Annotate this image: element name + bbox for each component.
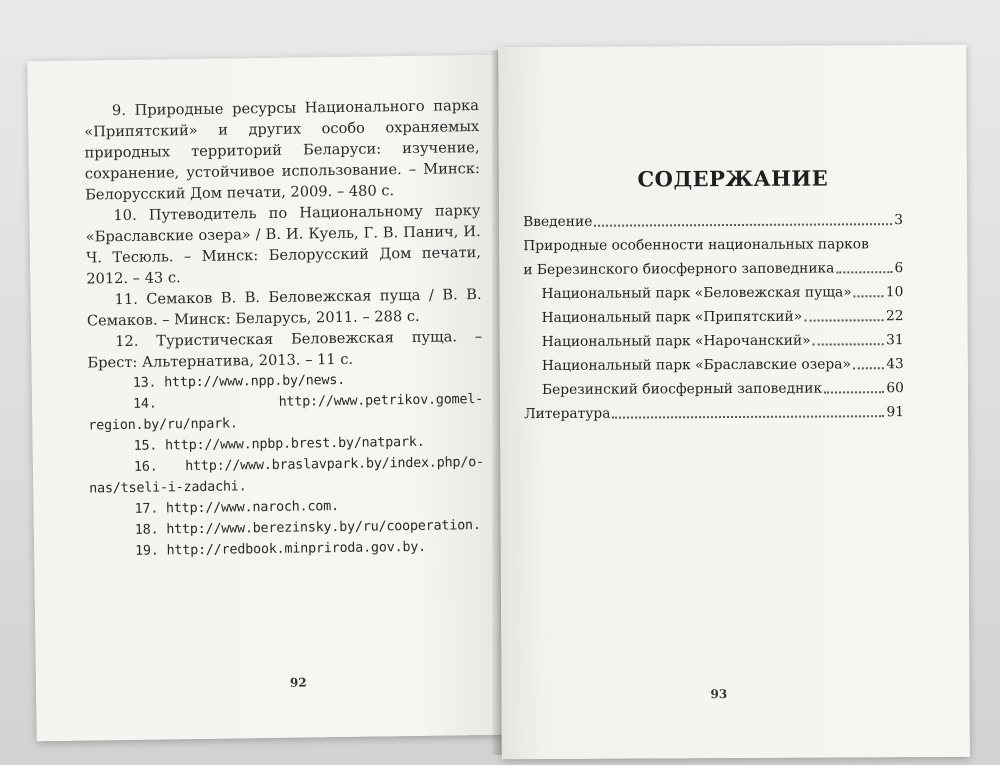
page-number-right: 93 bbox=[710, 687, 728, 702]
toc-page: 91 bbox=[886, 404, 905, 421]
bibliography-entry: 12. Туристическая Беловежская пуща. – Брест: Альтернатива, 2013. – 11 с. bbox=[87, 327, 483, 372]
toc-leader bbox=[804, 319, 884, 321]
bibliography-entry: 10. Путеводитель по Национальному парку «Браславские озера» / В. И. Куель, Г. В. Панич, И. Ч. Тесюль. – Минск: Белорусский Дом печати, 2012. – 43 с. bbox=[85, 202, 482, 288]
toc-leader bbox=[813, 343, 885, 345]
left-page bbox=[27, 55, 506, 741]
toc-label: Введение bbox=[523, 213, 593, 231]
bibliography-list bbox=[84, 95, 485, 562]
toc-row bbox=[523, 232, 903, 258]
toc-leader bbox=[612, 415, 884, 418]
toc-row bbox=[524, 328, 904, 354]
page-number-left: 92 bbox=[289, 675, 307, 690]
toc-leader bbox=[594, 223, 892, 227]
bibliography-url-entry: 15. http://www.npbp.brest.by/natpark. bbox=[133, 434, 425, 454]
toc-row bbox=[523, 280, 903, 306]
toc-label: Литература bbox=[524, 405, 611, 423]
toc-label: Национальный парк «Браславские озера» bbox=[541, 356, 851, 375]
bibliography-url-entry: 13. http://www.npp.by/news. bbox=[132, 372, 346, 391]
toc-label: Национальный парк «Нарочанский» bbox=[541, 332, 811, 351]
bibliography-entry: 9. Природные ресурсы Национального парка «Припятский» и других особо охраняемых природных территорий Беларуси: изучение, сохранение, устойчивое использование. – Минск: Белорусский Дом печати, 2009. – 480 с. bbox=[84, 97, 480, 204]
right-page bbox=[498, 45, 970, 759]
toc-row bbox=[524, 376, 904, 402]
toc-page: 31 bbox=[886, 332, 904, 349]
toc-page: 3 bbox=[894, 212, 904, 229]
toc-leader bbox=[836, 271, 892, 273]
toc-page: 60 bbox=[886, 380, 904, 397]
toc-leader bbox=[854, 295, 884, 297]
toc-page: 6 bbox=[894, 260, 904, 277]
toc-leader bbox=[824, 391, 884, 393]
toc-title: СОДЕРЖАНИЕ bbox=[637, 165, 829, 192]
toc-leader bbox=[853, 367, 884, 369]
toc-row bbox=[524, 352, 904, 378]
toc-row bbox=[523, 256, 903, 282]
toc-row bbox=[524, 400, 904, 426]
bibliography-url-entry: 19. http://redbook.minpriroda.gov.by. bbox=[135, 539, 427, 559]
toc-label: Национальный парк «Припятский» bbox=[541, 308, 803, 327]
bibliography-url-entry: 18. http://www.berezinsky.by/ru/cooperation. bbox=[134, 518, 481, 538]
toc-row bbox=[523, 304, 903, 330]
toc-label: Национальный парк «Беловежская пуща» bbox=[541, 284, 852, 303]
bibliography-entry: 11. Семаков В. В. Беловежская пуща / В. В. Семаков. – Минск: Беларусь, 2011. – 288 с. bbox=[86, 285, 482, 330]
bibliography-url-entry: 14. http://www.petrikov.gomel-region.by/ru/npark. bbox=[88, 391, 484, 434]
toc-label: Березинский биосферный заповедник bbox=[541, 380, 823, 399]
toc-label: Природные особенности национальных парков bbox=[523, 236, 869, 255]
toc-row bbox=[523, 208, 903, 234]
bibliography-url-entry: 17. http://www.naroch.com. bbox=[134, 499, 340, 517]
toc-page: 43 bbox=[886, 356, 904, 373]
table-of-contents bbox=[523, 208, 904, 426]
toc-label: и Березинского биосферного заповедника bbox=[523, 260, 835, 279]
toc-page: 10 bbox=[885, 284, 904, 301]
bibliography-url-entry: 16. http://www.braslavpark.by/index.php/o-nas/tseli-i-zadachi. bbox=[89, 454, 485, 497]
toc-page: 22 bbox=[885, 308, 904, 325]
